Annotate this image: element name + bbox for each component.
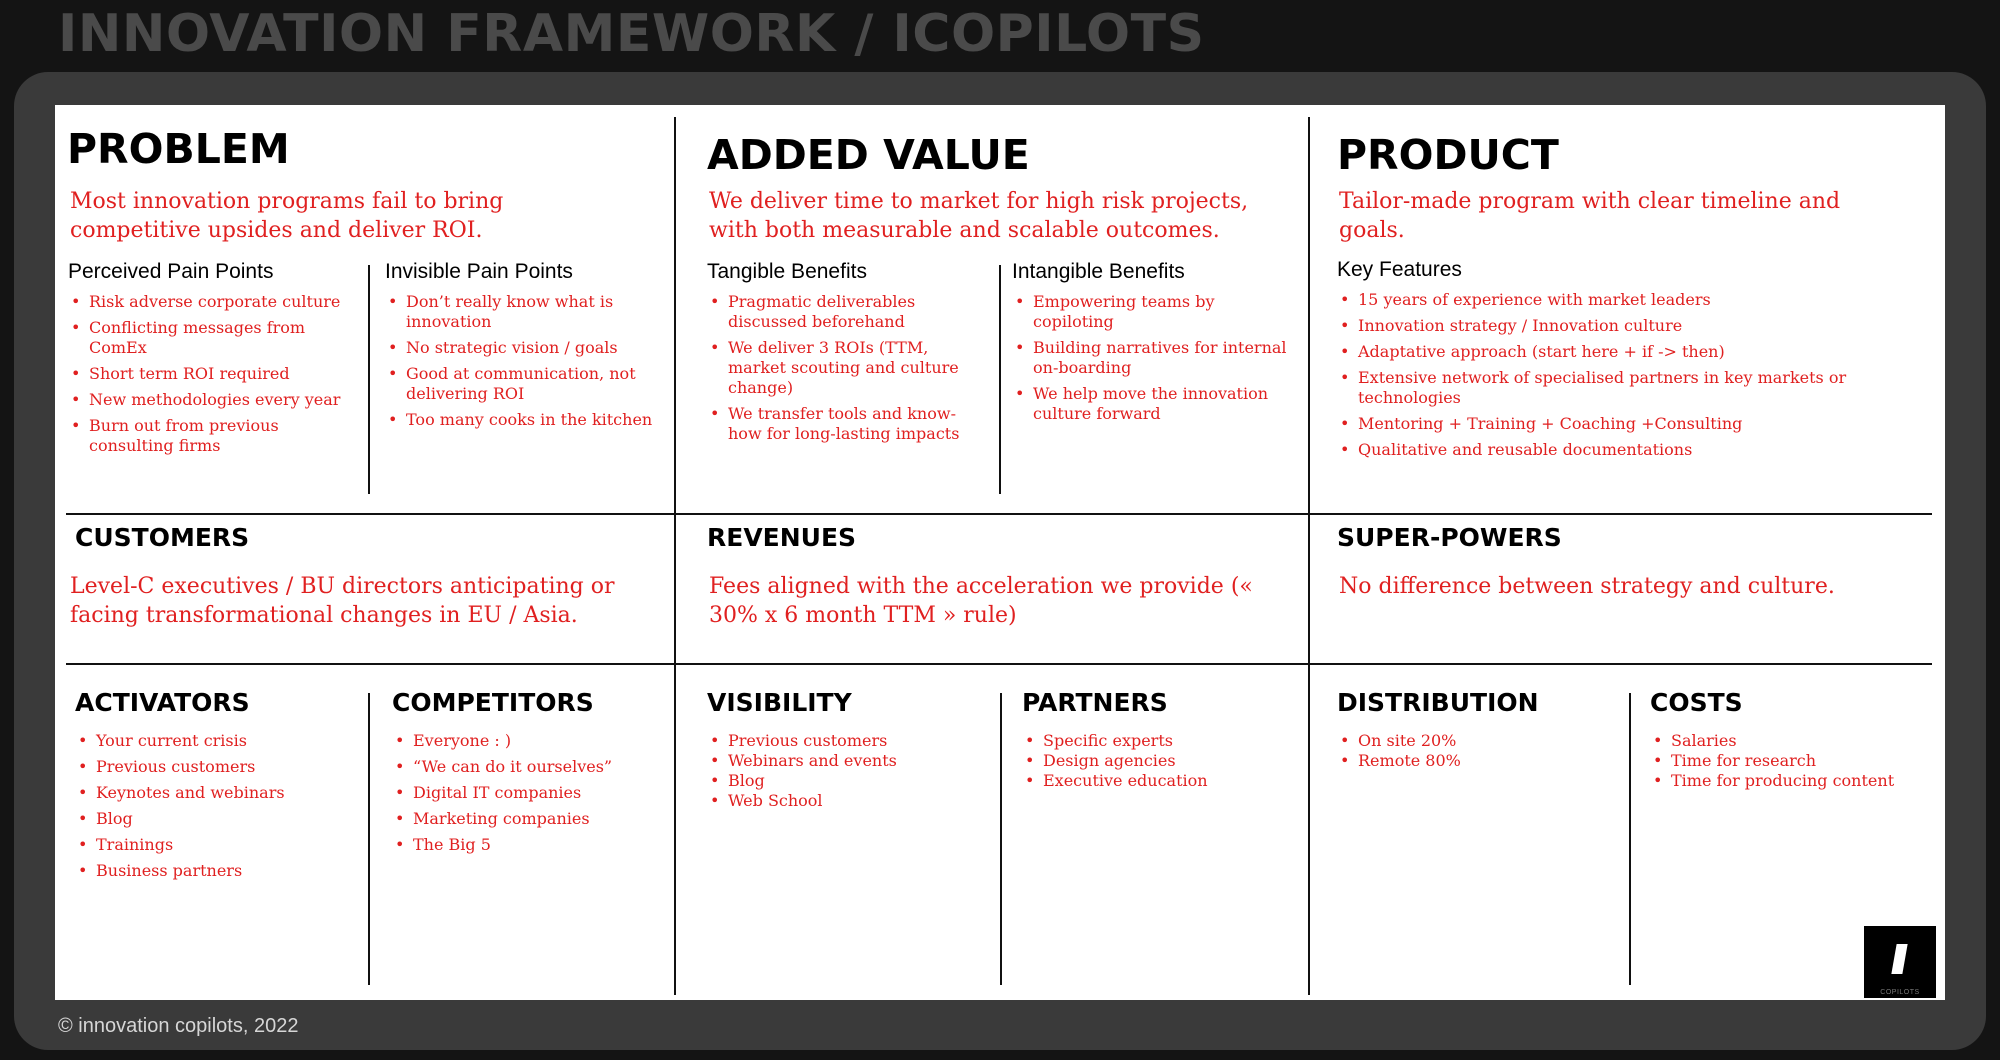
list-item: • Innovation strategy / Innovation culture xyxy=(1337,316,1897,336)
list-item: • Trainings xyxy=(75,835,360,855)
list-item: • On site 20% xyxy=(1337,731,1622,751)
partners-section xyxy=(1022,688,1302,791)
visibility-section xyxy=(707,688,992,811)
added-value-section xyxy=(707,131,1297,179)
distribution-list xyxy=(1337,731,1622,771)
costs-list xyxy=(1650,731,1940,791)
list-item: • Blog xyxy=(707,771,992,791)
row-divider-1 xyxy=(66,513,1932,515)
list-item: • Building narratives for internal on-boarding xyxy=(1012,338,1297,378)
list-item: • Mentoring + Training + Coaching +Consulting xyxy=(1337,414,1897,434)
list-item: • Time for research xyxy=(1650,751,1940,771)
list-item: • Pragmatic deliverables discussed beforehand xyxy=(707,292,987,332)
list-item: • We help move the innovation culture forward xyxy=(1012,384,1297,424)
added-value-lead: We deliver time to market for high risk projects, with both measurable and scalable outcomes. xyxy=(709,189,1249,243)
partners-title: PARTNERS xyxy=(1022,688,1168,717)
distribution-section xyxy=(1337,688,1622,771)
list-item: • The Big 5 xyxy=(392,835,672,855)
subcolumn-divider-problem xyxy=(368,265,370,494)
invisible-pain-points xyxy=(385,260,670,436)
problem-title: PROBLEM xyxy=(67,125,290,173)
list-item: • Don’t really know what is innovation xyxy=(385,292,670,332)
page-title: INNOVATION FRAMEWORK / ICOPILOTS xyxy=(58,4,1205,64)
list-item: • Digital IT companies xyxy=(392,783,672,803)
intangible-benefits-title: Intangible Benefits xyxy=(1012,260,1185,283)
column-divider-2 xyxy=(1308,117,1310,995)
activators-title: ACTIVATORS xyxy=(75,688,250,717)
list-item: • Webinars and events xyxy=(707,751,992,771)
list-item: • Risk adverse corporate culture xyxy=(68,292,348,312)
intangible-benefits-list xyxy=(1012,292,1297,424)
tangible-benefits-list xyxy=(707,292,987,444)
footer-copyright: © innovation copilots, 2022 xyxy=(58,1015,299,1037)
subcolumn-divider-activators xyxy=(368,693,370,985)
logo-mark xyxy=(1891,944,1907,974)
column-divider-1 xyxy=(674,117,676,995)
list-item: • Business partners xyxy=(75,861,360,881)
list-item: • Salaries xyxy=(1650,731,1940,751)
product-lead: Tailor-made program with clear timeline and goals. xyxy=(1339,189,1841,243)
costs-title: COSTS xyxy=(1650,688,1743,717)
invisible-pain-points-title: Invisible Pain Points xyxy=(385,260,573,283)
list-item: • Blog xyxy=(75,809,360,829)
key-features xyxy=(1337,258,1897,466)
competitors-list xyxy=(392,731,672,855)
list-item: • Adaptative approach (start here + if -> then) xyxy=(1337,342,1897,362)
list-item: • Too many cooks in the kitchen xyxy=(385,410,670,430)
row-divider-2 xyxy=(66,663,1932,665)
copilots-logo-icon xyxy=(1864,926,1936,998)
list-item: • Time for producing content xyxy=(1650,771,1940,791)
list-item: • Marketing companies xyxy=(392,809,672,829)
partners-list xyxy=(1022,731,1302,791)
list-item: • Previous customers xyxy=(75,757,360,777)
framework-canvas xyxy=(55,105,1945,1000)
list-item: • Web School xyxy=(707,791,992,811)
list-item: • Everyone : ) xyxy=(392,731,672,751)
subcolumn-divider-visibility xyxy=(1000,693,1002,985)
key-features-list xyxy=(1337,290,1897,460)
added-value-title: ADDED VALUE xyxy=(707,131,1030,179)
perceived-pain-points xyxy=(68,260,348,462)
list-item: • Extensive network of specialised partners in key markets or technologies xyxy=(1337,368,1897,408)
list-item: • “We can do it ourselves” xyxy=(392,757,672,777)
perceived-pain-points-list xyxy=(68,292,348,456)
logo-text: COPILOTS xyxy=(1880,989,1920,996)
list-item: • Burn out from previous consulting firms xyxy=(68,416,348,456)
customers-text: Level-C executives / BU directors anticipating or facing transformational changes in EU / Asia. xyxy=(70,574,615,628)
list-item: • Short term ROI required xyxy=(68,364,348,384)
customers-title: CUSTOMERS xyxy=(75,523,250,552)
subcolumn-divider-added-value xyxy=(999,265,1001,494)
list-item: • Design agencies xyxy=(1022,751,1302,771)
product-section xyxy=(1337,131,1927,179)
super-powers-title: SUPER-POWERS xyxy=(1337,523,1562,552)
list-item: • Remote 80% xyxy=(1337,751,1622,771)
list-item: • Conflicting messages from ComEx xyxy=(68,318,348,358)
tangible-benefits xyxy=(707,260,987,450)
tangible-benefits-title: Tangible Benefits xyxy=(707,260,867,283)
list-item: • 15 years of experience with market leaders xyxy=(1337,290,1897,310)
problem-lead: Most innovation programs fail to bring competitive upsides and deliver ROI. xyxy=(70,189,504,243)
list-item: • Good at communication, not delivering ROI xyxy=(385,364,670,404)
subcolumn-divider-distribution xyxy=(1629,693,1631,985)
intangible-benefits xyxy=(1012,260,1297,430)
list-item: • We deliver 3 ROIs (TTM, market scouting and culture change) xyxy=(707,338,987,398)
visibility-list xyxy=(707,731,992,811)
list-item: • Qualitative and reusable documentations xyxy=(1337,440,1897,460)
visibility-title: VISIBILITY xyxy=(707,688,852,717)
list-item: • New methodologies every year xyxy=(68,390,348,410)
super-powers-text: No difference between strategy and culture. xyxy=(1339,574,1835,599)
costs-section xyxy=(1650,688,1940,791)
revenues-title: REVENUES xyxy=(707,523,857,552)
list-item: • Your current crisis xyxy=(75,731,360,751)
invisible-pain-points-list xyxy=(385,292,670,430)
list-item: • No strategic vision / goals xyxy=(385,338,670,358)
competitors-title: COMPETITORS xyxy=(392,688,594,717)
activators-list xyxy=(75,731,360,881)
problem-section xyxy=(67,125,657,173)
list-item: • Empowering teams by copiloting xyxy=(1012,292,1297,332)
list-item: • Specific experts xyxy=(1022,731,1302,751)
competitors-section xyxy=(392,688,672,861)
revenues-text: Fees aligned with the acceleration we provide (« 30% x 6 month TTM » rule) xyxy=(709,574,1253,628)
list-item: • Keynotes and webinars xyxy=(75,783,360,803)
perceived-pain-points-title: Perceived Pain Points xyxy=(68,260,274,283)
activators-section xyxy=(75,688,360,887)
distribution-title: DISTRIBUTION xyxy=(1337,688,1539,717)
list-item: • We transfer tools and know-how for long-lasting impacts xyxy=(707,404,987,444)
list-item: • Executive education xyxy=(1022,771,1302,791)
product-title: PRODUCT xyxy=(1337,131,1559,179)
list-item: • Previous customers xyxy=(707,731,992,751)
key-features-title: Key Features xyxy=(1337,258,1462,281)
